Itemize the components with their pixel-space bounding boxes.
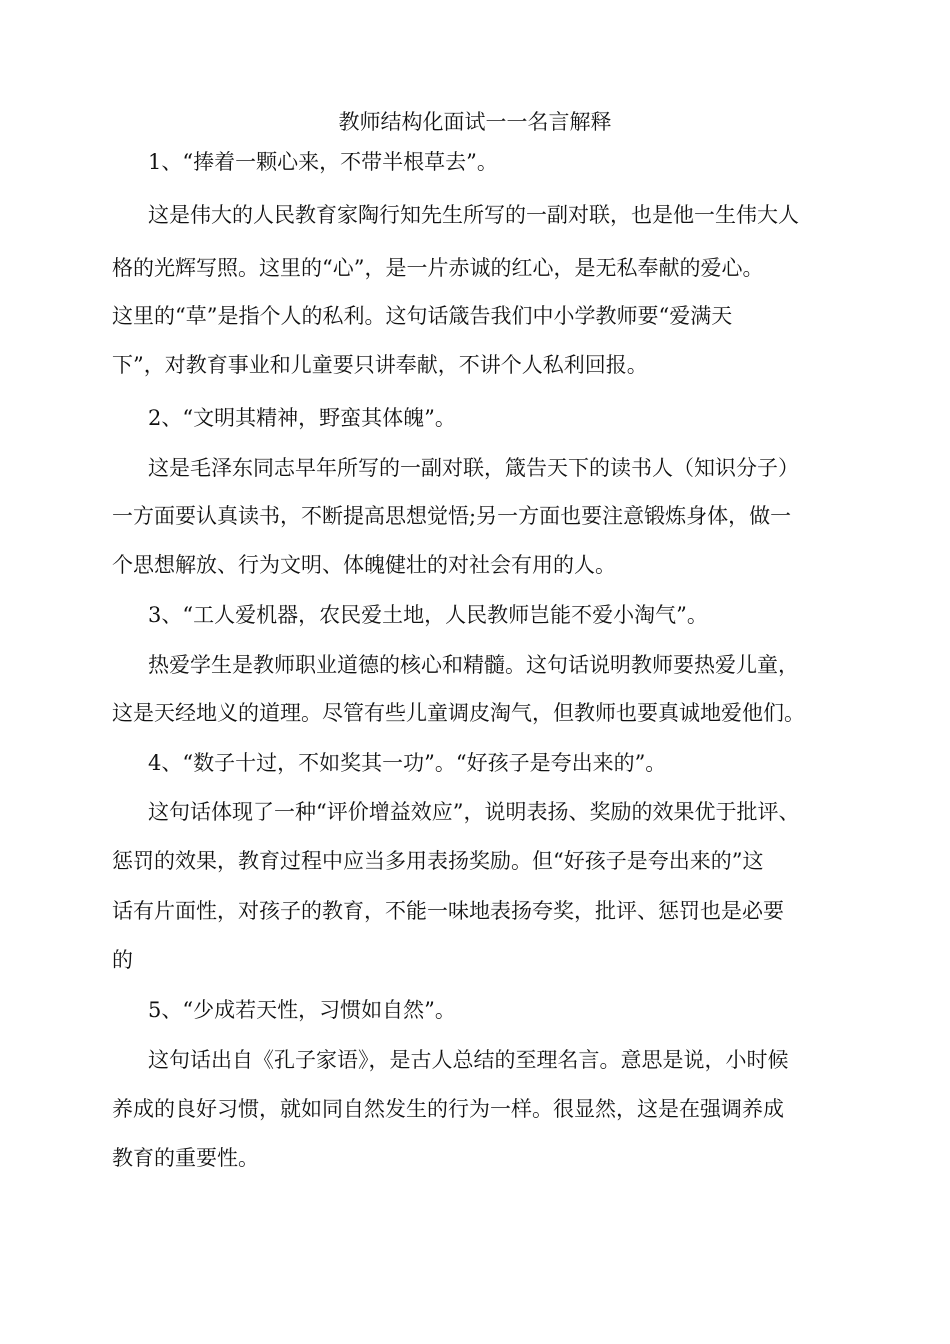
- quote-heading-5: 5、“少成若天性，习惯如自然”。: [148, 998, 456, 1022]
- paragraph-line: 个思想解放、行为文明、体魄健壮的对社会有用的人。: [112, 553, 616, 577]
- quote-heading-1: 1、“捧着一颗心来，不带半根草去”。: [148, 150, 498, 174]
- paragraph-line: 这是伟大的人民教育家陶行知先生所写的一副对联，也是他一生伟大人: [148, 203, 799, 227]
- quote-heading-3: 3、“工人爱机器，农民爱土地，人民教师岂能不爱小淘气”。: [148, 603, 708, 627]
- paragraph-line: 养成的良好习惯，就如同自然发生的行为一样。很显然，这是在强调养成: [112, 1097, 784, 1121]
- quote-heading-4: 4、“数子十过，不如奖其一功”。“好孩子是夸出来的”。: [148, 751, 667, 775]
- paragraph-line: 的: [112, 948, 133, 972]
- paragraph-line: 格的光辉写照。这里的“心”，是一片赤诚的红心，是无私奉献的爱心。: [112, 256, 764, 280]
- paragraph-line: 教育的重要性。: [112, 1146, 259, 1170]
- paragraph-line: 惩罚的效果，教育过程中应当多用表扬奖励。但“好孩子是夸出来的”这: [112, 849, 764, 873]
- paragraph-line: 这句话出自《孔子家语》，是古人总结的至理名言。意思是说，小时候: [148, 1048, 789, 1072]
- paragraph-line: 这句话体现了一种“评价增益效应”，说明表扬、奖励的效果优于批评、: [148, 800, 800, 824]
- quote-heading-2: 2、“文明其精神，野蛮其体魄”。: [148, 406, 456, 430]
- paragraph-line: 这是毛泽东同志早年所写的一副对联，箴告天下的读书人（知识分子）: [148, 456, 799, 480]
- paragraph-line: 一方面要认真读书，不断提高思想觉悟;另一方面也要注意锻炼身体，做一: [112, 504, 792, 528]
- paragraph-line: 热爱学生是教师职业道德的核心和精髓。这句话说明教师要热爱儿童，: [148, 653, 799, 677]
- paragraph-line: 话有片面性，对孩子的教育，不能一味地表扬夸奖，批评、惩罚也是必要: [112, 899, 784, 923]
- paragraph-line: 下”，对教育事业和儿童要只讲奉献，不讲个人私利回报。: [112, 353, 648, 377]
- document-title: 教师结构化面试一一名言解释: [338, 110, 612, 134]
- paragraph-line: 这是天经地义的道理。尽管有些儿童调皮淘气，但教师也要真诚地爱他们。: [112, 701, 805, 725]
- paragraph-line: 这里的“草”是指个人的私利。这句话箴告我们中小学教师要“爱满天: [112, 304, 733, 328]
